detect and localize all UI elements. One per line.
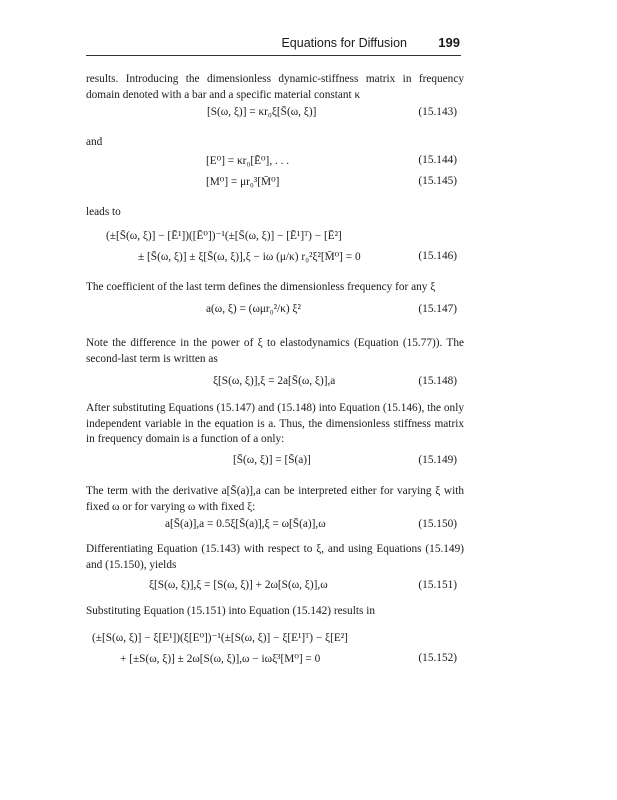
paragraph-substitution: After substituting Equations (15.147) and (15.148) into Equation (15.146), the only independent variable in the equation is a. Thus, the dimensionless stiffness matrix in frequency domain is a function of a only: [86,402,464,445]
header-rule [86,55,461,56]
equation-number-15-149: (15.149) [418,454,457,466]
equation-number-15-152: (15.152) [418,652,457,664]
text-and: and [86,136,103,148]
text-leads-to: leads to [86,206,121,218]
paragraph-power-difference: Note the difference in the power of ξ to elastodynamics (Equation (15.77)). The second-last term is written as [86,337,464,365]
equation-15-151: ξ[S(ω, ξ)],ξ = [S(ω, ξ)] + 2ω[S(ω, ξ)],ω [149,579,328,591]
equation-15-150: a[S̄(a)],a = 0.5ξ[S̄(a)],ξ = ω[S̄(a)],ω [165,518,326,530]
equation-number-15-146: (15.146) [418,250,457,262]
equation-15-145: [M⁰] = μr₀³[M̄⁰] [206,176,280,188]
equation-number-15-147: (15.147) [418,303,457,315]
paragraph-coefficient: The coefficient of the last term defines the dimensionless frequency for any ξ [86,281,436,293]
equation-number-15-145: (15.145) [418,175,457,187]
equation-15-152-line1: (±[S(ω, ξ)] − ξ[E¹])(ξ[E⁰])⁻¹(±[S(ω, ξ)] − ξ[E¹]ᵀ) − ξ[E²] [92,632,348,644]
paragraph-intro: results. Introducing the dimensionless dynamic-stiffness matrix in frequency domain denoted with a bar and a specific material constant κ [86,73,464,101]
equation-number-15-150: (15.150) [418,518,457,530]
equation-15-147: a(ω, ξ) = (ωμr₀²/κ) ξ² [206,303,301,315]
paragraph-differentiating: Differentiating Equation (15.143) with respect to ξ, and using Equations (15.149) and (15.150), yields [86,543,464,571]
paragraph-derivative-term: The term with the derivative a[S̄(a)],a can be interpreted either for varying ξ with fixed ω or for varying ω with fixed ξ: [86,485,464,513]
equation-15-143: [S(ω, ξ)] = κr₀ξ[S̄(ω, ξ)] [207,106,317,118]
equation-number-15-151: (15.151) [418,579,457,591]
equation-15-149: [S̄(ω, ξ)] = [S̄(a)] [233,454,311,466]
equation-15-146-line1: (±[S̄(ω, ξ)] − [Ē¹])([Ē⁰])⁻¹(±[S̄(ω, ξ)] − [Ē¹]ᵀ) − [Ē²] [106,230,342,242]
running-header-title: Equations for Diffusion [281,36,407,50]
equation-number-15-148: (15.148) [418,375,457,387]
paragraph-substituting: Substituting Equation (15.151) into Equation (15.142) results in [86,605,375,617]
equation-15-144: [E⁰] = κr₀[Ē⁰], . . . [206,155,290,167]
equation-15-152-line2: + [±S(ω, ξ)] ± 2ω[S(ω, ξ)],ω − iωξ³[M⁰] = 0 [120,653,321,665]
equation-15-146-line2: ± [S̄(ω, ξ)] ± ξ[S̄(ω, ξ)],ξ − iω (μ/κ) r₀²ξ²[M̄⁰] = 0 [138,251,361,263]
page-number: 199 [438,35,460,50]
equation-number-15-144: (15.144) [418,154,457,166]
equation-15-148: ξ[S(ω, ξ)],ξ = 2a[S̄(ω, ξ)],a [213,375,336,387]
equation-number-15-143: (15.143) [418,106,457,118]
